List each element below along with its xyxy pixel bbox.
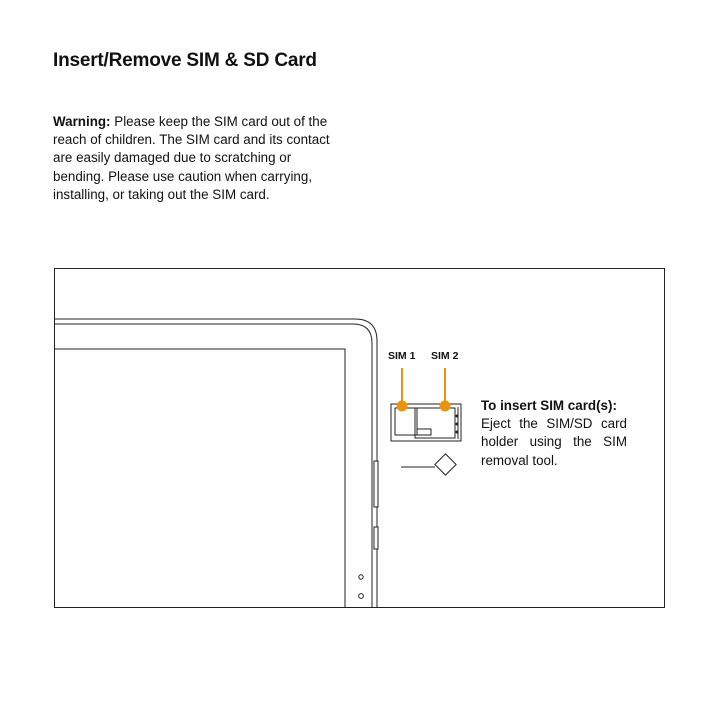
warning-label: Warning: <box>53 114 111 129</box>
instruction-heading: To insert SIM card(s): <box>481 398 617 413</box>
sim-insert-illustration <box>54 268 665 608</box>
sim1-label: SIM 1 <box>388 350 416 362</box>
instruction-text: Eject the SIM/SD card holder using the SIM removal tool. <box>481 416 627 468</box>
sim-removal-tool-icon <box>401 454 456 475</box>
sim2-label: SIM 2 <box>431 350 459 362</box>
tablet-outline-icon <box>55 319 378 608</box>
sim-pointers <box>397 368 451 412</box>
insert-instruction <box>481 397 627 470</box>
page-title: Insert/Remove SIM & SD Card <box>53 50 317 71</box>
warning-paragraph <box>53 113 338 204</box>
warning-text: Please keep the SIM card out of the reach of children. The SIM card and its contact are easily damaged due to scratching or bending. Please use caution when carrying, installing, or taking out the SIM card. <box>53 114 330 202</box>
